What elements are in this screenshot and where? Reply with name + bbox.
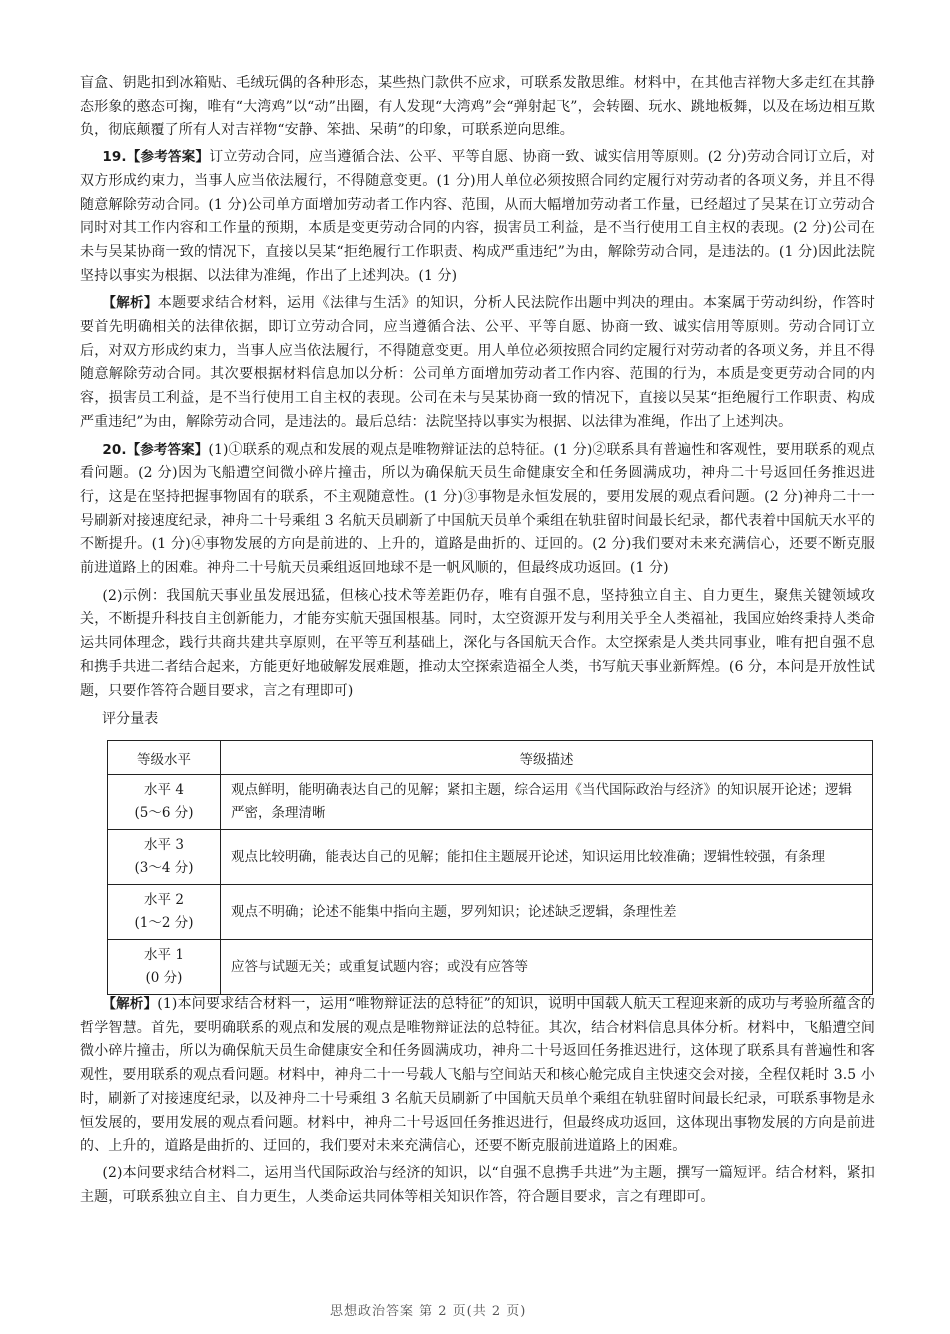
q20-answer-part1 xyxy=(80,439,875,581)
q20-analysis-block xyxy=(80,993,875,1209)
q19-analysis xyxy=(80,292,875,434)
level-score: (1～2 分) xyxy=(134,915,194,931)
level-name: 水平 2 xyxy=(144,892,184,908)
answer-text-block xyxy=(80,72,875,737)
q18-continued-paragraph: 盲盒、钥匙扣到冰箱贴、毛绒玩偶的各种形态，某些热门款供不应求，可联系发散思维。材料中，在其他吉祥物大多走红在其静态形象的憨态可掬，唯有“大湾鸡”以“动”出圈，有人发现“大湾鸡”会“弹射起飞”，会转圈、玩水、跳地板舞，以及在场边相互欺负，彻底颠覆了所有人对吉祥物“安静、笨拙、呆萌”的印象，可联系逆向思维。 xyxy=(80,75,875,139)
q20-answer-part2: (2)示例：我国航天事业虽发展迅猛，但核心技术等差距仍存，唯有自强不息，坚持独立自主、自力更生，聚焦关键领域攻关，不断提升科技自主创新能力，才能夯实航天强国根基。同时，太空资源开发与利用关乎全人类福祉，我国应始终秉持人类命运共同体理念，践行共商共建共享原则，在平等互利基础上，深化与各国航天合作。太空探索是人类共同事业，唯有把自强不息和携手共进二者结合起来，方能更好地破解发展难题，推动太空探索造福全人类，书写航天事业新辉煌。(6 分，本问是开放性试题，只要作答符合题目要求，言之有理即可) xyxy=(80,587,875,699)
q19-analysis-text: 本题要求结合材料，运用《法律与生活》的知识，分析人民法院作出题中判决的理由。本案属于劳动纠纷，作答时要首先明确相关的法律依据，即订立劳动合同，应当遵循合法、公平、平等自愿、协商一致、诚实信用等原则。劳动合同订立后，对双方形成约束力，当事人应当依法履行，不得随意变更。用人单位必须按照合同约定履行对劳动者的各项义务，并且不得随意解除劳动合同。其次要根据材料信息加以分析：公司单方面增加劳动者工作内容、范围的行为，本质是变更劳动合同的内容，损害员工利益，是不当行使用工自主权的表现。公司在未与吴某协商一致的情况下，直接以吴某“拒绝履行工作职责、构成严重违纪”为由，解除劳动合同，是违法的。最后总结：法院坚持以事实为根据、以法律为准绳，作出了上述判决。 xyxy=(80,295,875,430)
q20-answer-tag: 【参考答案】 xyxy=(126,441,209,458)
grading-table-header xyxy=(108,741,873,775)
table-row xyxy=(108,885,873,940)
level-cell xyxy=(108,830,221,885)
description-cell: 观点比较明确，能表达自己的见解；能扣住主题展开论述，知识运用比较准确；逻辑性较强，有条理 xyxy=(221,830,873,885)
header-level: 等级水平 xyxy=(108,741,221,775)
q20-number: 20. xyxy=(102,441,127,458)
level-cell xyxy=(108,775,221,830)
level-score: (0 分) xyxy=(145,970,183,986)
level-name: 水平 3 xyxy=(144,837,184,853)
description-cell: 应答与试题无关；或重复试题内容；或没有应答等 xyxy=(221,940,873,995)
q20-answer-part1-text: (1)①联系的观点和发展的观点是唯物辩证法的总特征。(1 分)②联系具有普遍性和客观性，要用联系的观点看问题。(2 分)因为飞船遭空间微小碎片撞击，所以为确保航天员生命健康安全和任务圆满成功，神舟二十号返回任务推迟进行，这是在坚持把握事物固有的联系，不主观随意性。(1 分)③事物是永恒发展的，要用发展的观点看问题。(2 分)神舟二十一号刷新对接速度纪录，神舟二十号乘组 3 名航天员刷新了中国航天员单个乘组在轨驻留时间最长纪录，都代表着中国航天水平的不断提升。(1 分)④事物发展的方向是前进的、上升的，道路是曲折的、迂回的。(2 分)我们要对未来充满信心，还要不断克服前进道路上的困难。神舟二十号航天员乘组返回地球不是一帆风顺的，但最终成功返回。(1 分) xyxy=(80,441,875,577)
q19-answer xyxy=(80,146,875,288)
description-cell: 观点鲜明，能明确表达自己的见解；紧扣主题，综合运用《当代国际政治与经济》的知识展开论述；逻辑严密，条理清晰 xyxy=(221,775,873,830)
q20-analysis-part2: (2)本问要求结合材料二，运用当代国际政治与经济的知识，以“自强不息携手共进”为主题，撰写一篇短评。结合材料，紧扣主题，可联系独立自主、自力更生，人类命运共同体等相关知识作答，符合题目要求，言之有理即可。 xyxy=(80,1164,875,1205)
q19-analysis-tag: 【解析】 xyxy=(102,295,158,312)
table-row xyxy=(108,775,873,830)
page-footer: 思想政治答案 第 2 页(共 2 页) xyxy=(330,1304,527,1319)
level-cell xyxy=(108,940,221,995)
table-row xyxy=(108,940,873,995)
grading-table xyxy=(107,740,873,995)
q19-answer-text: 订立劳动合同，应当遵循合法、公平、平等自愿、协商一致、诚实信用等原则。(2 分)劳动合同订立后，对双方形成约束力，当事人应当依法履行，不得随意变更。(1 分)用人单位必须按照合同约定履行对劳动者的各项义务，并且不得随意解除劳动合同。(1 分)公司单方面增加劳动者工作内容、范围，从而大幅增加劳动者工作量，已经超过了吴某在订立劳动合同时对其工作内容和工作量的预期，本质是变更劳动合同的内容，损害员工利益，是不当行使用工自主权的表现。(2 分)公司在未与吴某协商一致的情况下，直接以吴某“拒绝履行工作职责、构成严重违纪”为由，解除劳动合同，是违法的。(1 分)因此法院坚持以事实为根据、以法律为准绳，作出了上述判决。(1 分) xyxy=(80,149,875,284)
level-name: 水平 1 xyxy=(144,947,184,963)
q19-number: 19. xyxy=(102,149,127,166)
q19-answer-tag: 【参考答案】 xyxy=(126,149,210,166)
q20-analysis-part1-text: (1)本问要求结合材料一，运用“唯物辩证法的总特征”的知识，说明中国载人航天工程迎来新的成功与考验所蕴含的哲学智慧。首先，要明确联系的观点和发展的观点是唯物辩证法的总特征。其次，结合材料信息具体分析。材料中，飞船遭空间微小碎片撞击，所以为确保航天员生命健康安全和任务圆满成功，神舟二十号返回任务推迟进行，这体现了联系具有普遍性和客观性，要用联系的观点看问题。材料中，神舟二十一号载人飞船与空间站天和核心舱完成自主快速交会对接，全程仅耗时 3.5 小时，刷新了对接速度纪录，以及神舟二十号乘组 3 名航天员刷新了中国航天员单个乘组在轨驻留时间最长纪录，可联系事物是永恒发展的，要用发展的观点看问题。材料中，神舟二十号返回任务推迟进行，但最终成功返回，这体现出事物发展的方向是前进的、上升的，道路是曲折的、迂回的，我们要对未来充满信心，还要不断克服前进道路上的困难。 xyxy=(80,996,875,1155)
level-name: 水平 4 xyxy=(144,782,184,798)
level-score: (5～6 分) xyxy=(134,805,194,821)
q20-analysis-tag: 【解析】 xyxy=(102,996,158,1012)
q20-analysis-part1 xyxy=(80,993,875,1159)
level-score: (3～4 分) xyxy=(134,860,194,876)
table-row xyxy=(108,830,873,885)
level-cell xyxy=(108,885,221,940)
description-cell: 观点不明确；论述不能集中指向主题，罗列知识；论述缺乏逻辑，条理性差 xyxy=(221,885,873,940)
header-description: 等级描述 xyxy=(221,741,873,775)
grading-scale-label: 评分量表 xyxy=(102,711,159,728)
